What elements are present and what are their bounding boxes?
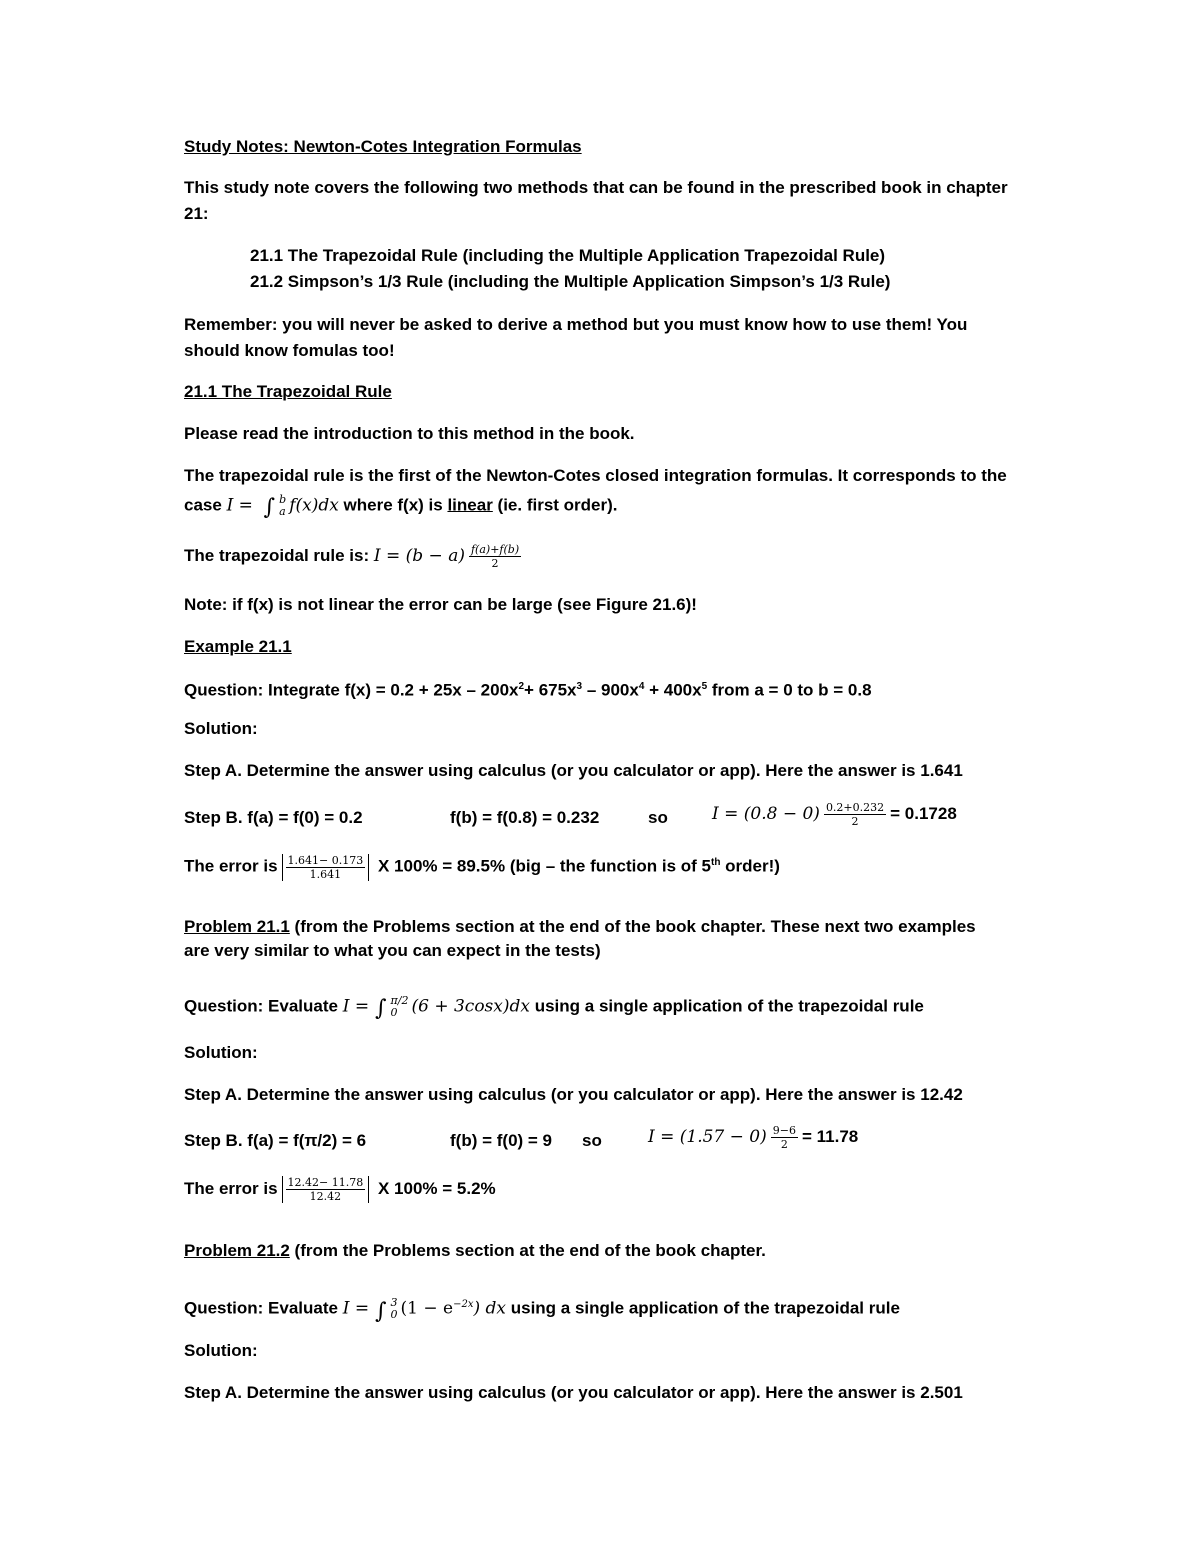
case-lhs: I = [226,495,253,516]
integral-sign: ∫ [375,996,387,1022]
method-item-trapezoidal: 21.1 The Trapezoidal Rule (including the Multiple Application Trapezoidal Rule) [250,246,886,265]
case-line: case I = ∫ b a f(x)dx where f(x) is linear (ie. first order). [184,493,618,521]
integral-limits: 3 0 [390,1296,398,1322]
intro-line-2: 21: [184,204,209,223]
integral-sign: ∫ [263,495,276,521]
problem-211-error-line: The error is $\frac{12.42- 11.78}{12.42}$ X 100% = 5.2% [184,1176,496,1203]
problem-211-step-a: Step A. Determine the answer using calculus (or you calculator or app). Here the answer is 12.42 [184,1085,963,1104]
method-item-simpson: 21.2 Simpson’s 1/3 Rule (including the Multiple Application Simpson’s 1/3 Rule) [250,272,891,291]
remember-line-1: Remember: you will never be asked to derive a method but you must know how to use them! You [184,315,968,334]
section-heading-trapezoidal: 21.1 The Trapezoidal Rule [184,382,392,401]
nonlinear-note: Note: if f(x) is not linear the error can be large (see Figure 21.6)! [184,595,697,614]
problem-211-step-b-calc: I = (1.57 − 0) $\frac{9-6}{2}$ = 11.78 [648,1124,859,1151]
problem-212-heading-line: Problem 21.2 (from the Problems section at the end of the book chapter. [184,1241,766,1260]
example-heading: Example 21.1 [184,637,292,656]
example-step-b-so: so [648,808,668,827]
case-integrand: f(x)dx [289,495,339,516]
problem-211-question: Question: Evaluate I = ∫ π/2 0 (6 + 3cosx)dx using a single application of the trapezoidal rule [184,994,924,1022]
problem-211-heading: Problem 21.1 [184,917,290,936]
example-question: Question: Integrate $f(x) = 0.2 + 25x - 200x^2+ 675x^3 - 900x^4 + 400x^5$ from a = 0 to b = 0.8 [184,680,872,700]
example-step-b-calc: I = (0.8 − 0) $\frac{0.2+0.232}{2}$ = 0.1728 [712,801,957,828]
document-title: Study Notes: Newton-Cotes Integration Formulas [184,137,582,156]
trapezoidal-rule-formula: The trapezoidal rule is: I = (b − a) $\frac{f(a)+f(b)}{2}$ [184,543,520,570]
rule-fraction: $\frac{f(a)+f(b)}{2}$ [470,543,520,570]
problem-211-step-b-fa: Step B. f(a) = f(π/2) = 6 [184,1131,367,1150]
read-intro-text: Please read the introduction to this method in the book. [184,424,635,443]
trapezoidal-description: The trapezoidal rule is the first of the Newton-Cotes closed integration formulas. It corresponds to the [184,466,1007,485]
problem-212-solution-label: Solution: [184,1341,258,1360]
problem-211-step-b-fb: f(b) = f(0) = 9 [450,1131,553,1150]
problem-211-solution-label: Solution: [184,1043,258,1062]
case-prefix: case [184,495,222,515]
example-step-b-fa: Step B. f(a) = f(0) = 0.2 [184,808,363,827]
example-error-line: The error is $\frac{1.641- 0.173}{1.641}$ X 100% = 89.5% (big – the function is of 5th order!) [184,853,780,881]
remember-line-2: should know fomulas too! [184,341,395,360]
problem-211-note-line-2: are very similar to what you can expect in the tests) [184,941,601,960]
integral-limits: π/2 0 [390,994,409,1019]
problem-212-heading: Problem 21.2 [184,1241,290,1260]
problem-211-step-b-so: so [582,1131,602,1150]
intro-line-1: This study note covers the following two methods that can be found in the prescribed book in chapter [184,178,1008,197]
integral-sign: ∫ [375,1298,387,1324]
example-step-b-fb: f(b) = f(0.8) = 0.232 [450,808,600,827]
problem-212-step-a: Step A. Determine the answer using calculus (or you calculator or app). Here the answer is 2.501 [184,1383,963,1402]
example-step-a: Step A. Determine the answer using calculus (or you calculator or app). Here the answer is 1.641 [184,761,963,780]
linear-term: linear [447,495,493,515]
problem-212-question: Question: Evaluate I = ∫ 3 0 $(1 - e^{-2x})$ dx using a single application of the trapezoidal rule [184,1296,900,1324]
integral-limits: b a [279,493,287,518]
example-solution-label: Solution: [184,719,258,738]
problem-211-heading-line: Problem 21.1 (from the Problems section at the end of the book chapter. These next two examples [184,917,976,936]
